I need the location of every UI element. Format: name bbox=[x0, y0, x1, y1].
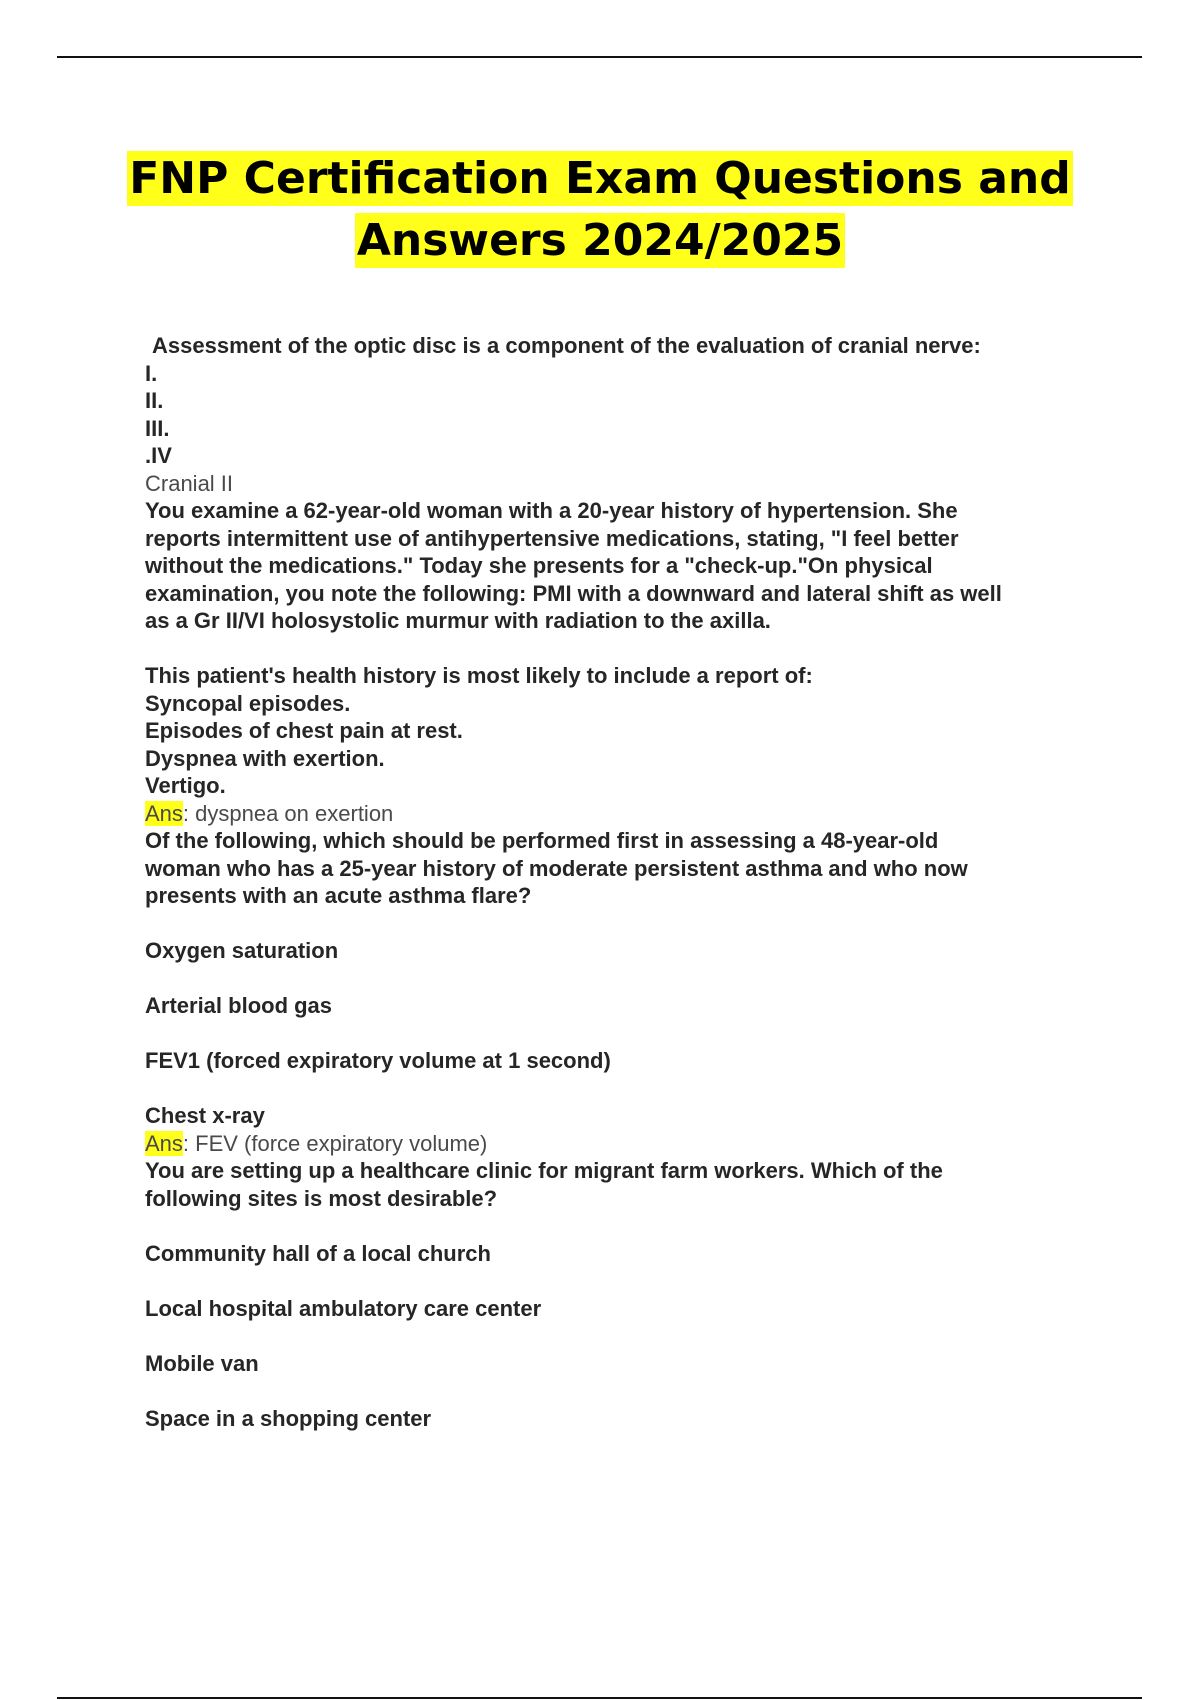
q2-option: Syncopal episodes. bbox=[145, 690, 351, 716]
q1-option: I. bbox=[145, 360, 158, 386]
q3-answer-text: : FEV (force expiratory volume) bbox=[182, 1130, 488, 1156]
document-body bbox=[145, 332, 1105, 1432]
q2-option: Vertigo. bbox=[145, 773, 226, 798]
q1-question: Assessment of the optic disc is a component of the evaluation of cranial nerve: bbox=[152, 333, 981, 358]
spacer bbox=[145, 635, 1105, 663]
q4-stem-line: following sites is most desirable? bbox=[145, 1185, 498, 1211]
spacer bbox=[145, 1267, 1105, 1295]
q2-stem-line: You examine a 62-year-old woman with a 20-year history of hypertension. She bbox=[145, 498, 958, 523]
spacer bbox=[145, 1377, 1105, 1405]
bottom-rule bbox=[57, 1697, 1142, 1699]
q2-answer-text: : dyspnea on exertion bbox=[182, 800, 394, 826]
spacer bbox=[145, 1075, 1105, 1103]
q4-option: Local hospital ambulatory care center bbox=[145, 1295, 542, 1321]
q2-stem-line: without the medications." Today she presents for a "check-up."On physical bbox=[145, 553, 933, 578]
top-rule bbox=[57, 56, 1142, 58]
spacer bbox=[145, 910, 1105, 938]
q3-stem-line: Of the following, which should be performed first in assessing a 48-year-old bbox=[145, 828, 939, 853]
title-line-2: Answers 2024/2025 bbox=[356, 215, 844, 266]
q2-stem-line: examination, you note the following: PMI with a downward and lateral shift as well bbox=[145, 580, 1002, 606]
q3-answer bbox=[145, 1130, 1105, 1158]
spacer bbox=[145, 1212, 1105, 1240]
q3-stem-line: presents with an acute asthma flare? bbox=[145, 883, 532, 908]
title-line-1: FNP Certification Exam Questions and bbox=[129, 153, 1071, 204]
q3-answer-label: Ans bbox=[145, 1130, 183, 1156]
q2-stem-line: as a Gr II/VI holosystolic murmur with radiation to the axilla. bbox=[145, 608, 771, 633]
q4-option: Mobile van bbox=[145, 1350, 259, 1376]
q2-option: Episodes of chest pain at rest. bbox=[145, 718, 463, 743]
q4-option: Space in a shopping center bbox=[145, 1405, 432, 1431]
q2-answer bbox=[145, 800, 1105, 828]
q1-option: III. bbox=[145, 415, 170, 441]
q1-option: II. bbox=[145, 388, 164, 413]
spacer bbox=[145, 965, 1105, 993]
q3-option: Chest x-ray bbox=[145, 1103, 265, 1128]
q2-answer-label: Ans bbox=[145, 800, 183, 826]
q1-option: .IV bbox=[145, 443, 172, 468]
q2-option: Dyspnea with exertion. bbox=[145, 745, 385, 771]
q2-stem-line: reports intermittent use of antihypertensive medications, stating, "I feel better bbox=[145, 525, 959, 551]
q3-option: Arterial blood gas bbox=[145, 993, 333, 1018]
page-title bbox=[0, 148, 1200, 272]
q2-prompt: This patient's health history is most likely to include a report of: bbox=[145, 663, 813, 688]
spacer bbox=[145, 1020, 1105, 1048]
q4-option: Community hall of a local church bbox=[145, 1240, 491, 1266]
q1-answer: Cranial II bbox=[145, 470, 234, 496]
q3-option: Oxygen saturation bbox=[145, 938, 339, 963]
q3-option: FEV1 (forced expiratory volume at 1 second) bbox=[145, 1048, 611, 1073]
q4-stem-line: You are setting up a healthcare clinic for migrant farm workers. Which of the bbox=[145, 1158, 943, 1183]
q3-stem-line: woman who has a 25-year history of moderate persistent asthma and who now bbox=[145, 855, 968, 881]
spacer bbox=[145, 1322, 1105, 1350]
